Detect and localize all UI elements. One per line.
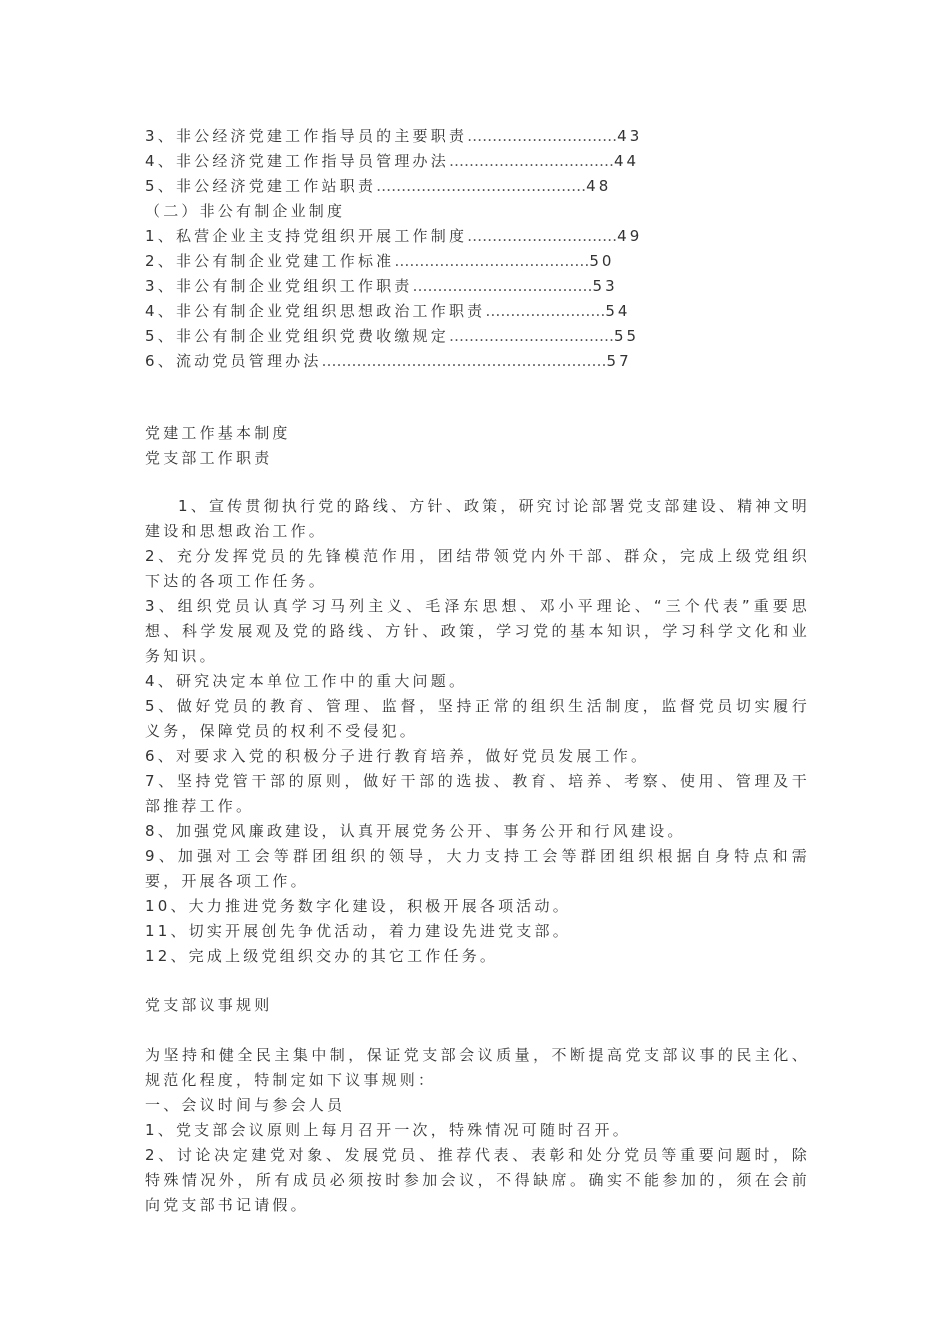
toc-entry: [145, 349, 745, 374]
toc-entry: [145, 224, 745, 249]
duty-item: 1、宣传贯彻执行党的路线、方针、政策，研究讨论部署党支部建设、精神文明建设和思想政治工作。: [145, 497, 810, 540]
table-of-contents: [145, 124, 745, 374]
toc-entry: [145, 299, 745, 324]
toc-entry: [145, 324, 745, 349]
rules-item: 1、党支部会议原则上每月召开一次，特殊情况可随时召开。: [145, 1121, 631, 1139]
toc-page-number: 53: [592, 277, 618, 295]
toc-leader-dots: ……………………………: [448, 327, 614, 345]
toc-leader-dots: ……………………………: [448, 152, 614, 170]
toc-page-number: 57: [606, 352, 632, 370]
toc-entry-title: 4、非公经济党建工作指导员管理办法: [145, 152, 449, 170]
toc-page-number: 55: [613, 327, 640, 345]
duty-item: 4、研究决定本单位工作中的重大问题。: [145, 672, 468, 690]
toc-entry-title: 4、非公有制企业党组织思想政治工作职责: [145, 302, 486, 320]
toc-entry-title: 3、非公有制企业党组织工作职责: [145, 277, 413, 295]
toc-leader-dots: …………………………………: [394, 252, 590, 270]
duty-item: 7、坚持党管干部的原则，做好干部的选拔、教育、培养、考察、使用、管理及干部推荐工作。: [145, 772, 810, 815]
toc-entry-title: 5、非公有制企业党组织党费收缴规定: [145, 327, 449, 345]
toc-leader-dots: ………………………………: [412, 277, 593, 295]
toc-page-number: 50: [589, 252, 615, 270]
duty-item: 10、大力推进党务数字化建设，积极开展各项活动。: [145, 897, 571, 915]
toc-page-number: 48: [586, 177, 612, 195]
toc-entry-title: 6、流动党员管理办法: [145, 352, 322, 370]
rules-text: [145, 1043, 810, 1218]
duty-item: 11、切实开展创先争优活动，着力建设先进党支部。: [145, 922, 571, 940]
toc-leader-dots: ……………………: [485, 302, 606, 320]
section-heading-rules: 党支部议事规则: [145, 996, 273, 1014]
duty-item: 8、加强党风廉政建设，认真开展党务公开、事务公开和行风建设。: [145, 822, 686, 840]
toc-entry-title: 1、私营企业主支持党组织开展工作制度: [145, 227, 468, 245]
duty-item: 3、组织党员认真学习马列主义、毛泽东思想、邓小平理论、“三个代表”重要思想、科学发展观及党的路线、方针、政策，学习党的基本知识，学习科学文化和业务知识。: [145, 597, 810, 665]
toc-leader-dots: …………………………: [467, 227, 618, 245]
duty-item: 2、充分发挥党员的先锋模范作用，团结带领党内外干部、群众，完成上级党组织下达的各项工作任务。: [145, 547, 810, 590]
toc-leader-dots: ……………………………………: [376, 177, 587, 195]
duty-item: 9、加强对工会等群团组织的领导，大力支持工会等群团组织根据自身特点和需要，开展各项工作。: [145, 847, 810, 890]
rules-subheading: 一、会议时间与参会人员: [145, 1096, 346, 1114]
toc-entry-title: 5、非公经济党建工作站职责: [145, 177, 377, 195]
toc-entry-title: 2、非公有制企业党建工作标准: [145, 252, 395, 270]
duties-list: [145, 494, 810, 969]
toc-entry: [145, 249, 745, 274]
section-heading-duties: 党支部工作职责: [145, 449, 273, 467]
duty-item: 5、做好党员的教育、管理、监督，坚持正常的组织生活制度，监督党员切实履行义务，保障党员的权利不受侵犯。: [145, 697, 810, 740]
toc-page-number: 44: [613, 152, 640, 170]
rules-item: 2、讨论决定建党对象、发展党员、推荐代表、表彰和处分党员等重要问题时，除特殊情况外，所有成员必须按时参加会议，不得缺席。确实不能参加的，须在会前向党支部书记请假。: [145, 1146, 810, 1214]
duty-item: 12、完成上级党组织交办的其它工作任务。: [145, 947, 499, 965]
toc-page-number: 54: [605, 302, 631, 320]
toc-section-heading: （二）非公有制企业制度: [145, 202, 346, 220]
toc-page-number: 43: [617, 127, 643, 145]
toc-entry: [145, 174, 745, 199]
toc-entry: [145, 274, 745, 299]
toc-entry: [145, 149, 745, 174]
rules-intro: 为坚持和健全民主集中制，保证党支部会议质量，不断提高党支部议事的民主化、规范化程度，特制定如下议事规则：: [145, 1046, 810, 1089]
toc-leader-dots: …………………………………………………: [321, 352, 607, 370]
toc-page-number: 49: [617, 227, 643, 245]
duty-item: 6、对要求入党的积极分子进行教育培养，做好党员发展工作。: [145, 747, 650, 765]
document-title: 党建工作基本制度: [145, 424, 291, 442]
toc-entry: [145, 124, 745, 149]
toc-leader-dots: …………………………: [467, 127, 618, 145]
toc-entry-title: 3、非公经济党建工作指导员的主要职责: [145, 127, 468, 145]
